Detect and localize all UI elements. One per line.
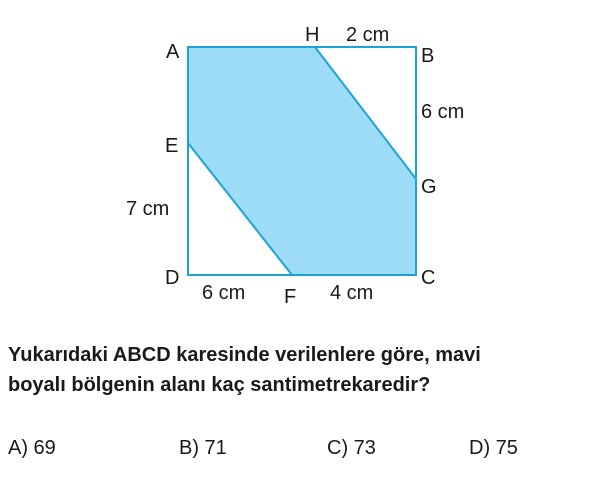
option-a[interactable]: A) 69 [8,437,56,459]
label-g: G [421,176,437,198]
option-c[interactable]: C) 73 [327,437,376,459]
question-line-1: Yukarıdaki ABCD karesinde verilenlere göre, mavi [8,344,481,366]
label-b: B [421,45,435,67]
label-a: A [166,41,180,63]
option-d[interactable]: D) 75 [469,437,518,459]
label-f: F [284,286,297,308]
measure-hb: 2 cm [346,24,390,46]
label-d: D [165,267,180,289]
question-text [8,340,598,400]
question-line-2: boyalı bölgenin alanı kaç santimetrekaredir? [8,374,431,396]
measure-fc: 4 cm [330,282,374,304]
label-e: E [165,135,179,157]
option-b[interactable]: B) 71 [179,437,227,459]
label-c: C [421,267,436,289]
label-h: H [305,24,320,46]
shaded-region [188,47,416,275]
measure-ed: 7 cm [126,198,170,220]
measure-bg: 6 cm [421,101,465,123]
measure-df: 6 cm [202,282,246,304]
